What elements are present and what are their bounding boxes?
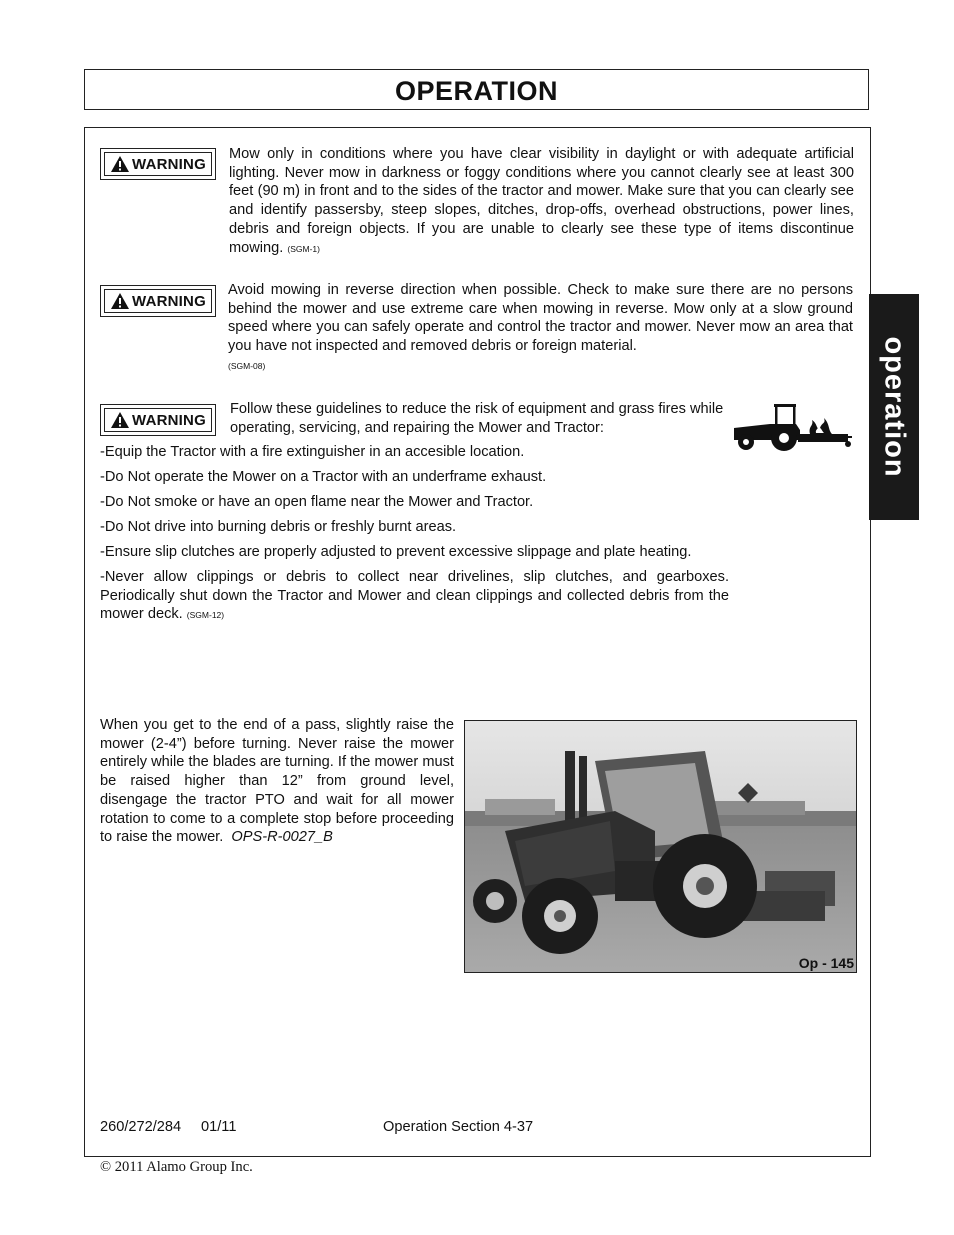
guideline-item: -Ensure slip clutches are properly adjusted to prevent excessive slippage and plate heating. xyxy=(100,544,692,560)
warning-label: WARNING xyxy=(132,155,206,173)
side-tab xyxy=(869,294,919,520)
guideline-item: -Do Not smoke or have an open flame near the Mower and Tractor. xyxy=(100,494,534,510)
warning-badge-1 xyxy=(100,148,216,180)
warning-code-1: (SGM-1) xyxy=(287,243,320,254)
footer-section: Operation Section 4-37 xyxy=(383,1119,534,1135)
guideline-item: -Do Not drive into burning debris or freshly burnt areas. xyxy=(100,519,457,535)
turning-instructions xyxy=(100,716,454,847)
warning-badge-2 xyxy=(100,285,216,317)
copyright: © 2011 Alamo Group Inc. xyxy=(100,1159,253,1175)
warning-text-3 xyxy=(230,400,725,437)
warning-label: WARNING xyxy=(132,411,206,429)
guideline-code: (SGM-12) xyxy=(186,610,225,621)
photo-label: Op - 145 xyxy=(798,955,854,971)
side-tab-label: operation xyxy=(878,336,911,478)
guideline-item-last xyxy=(100,568,729,625)
footer-model: 260/272/284 xyxy=(100,1119,182,1135)
warning-text-2-body: Avoid mowing in reverse direction when possible. Check to make sure there are no persons behind the mower and use extreme care when mowing in reverse. Mow only at a slow ground speed where you can safely operate and control the tractor and mower. Never mow an area that you have not inspected and removed debris or foreign material. xyxy=(228,282,853,355)
tractor-mower-image xyxy=(465,721,857,973)
warning-badge-3 xyxy=(100,404,216,436)
page-title: OPERATION xyxy=(394,76,558,106)
warning-text-2 xyxy=(228,281,853,376)
tractor-photo xyxy=(464,720,857,973)
warning-triangle-icon xyxy=(110,155,130,173)
guideline-last-body: -Never allow clippings or debris to collect near drivelines, slip clutches, and gearboxes. Periodically shut down the Tractor and Mower and clean clippings and collected debris from the mower deck. xyxy=(100,569,729,623)
warning-triangle-icon xyxy=(110,292,130,310)
warning-text-1 xyxy=(229,145,854,258)
footer-date: 01/11 xyxy=(201,1119,237,1135)
warning-text-3-body: Follow these guidelines to reduce the risk of equipment and grass fires while operating, servicing, and repairing the Mower and Tractor: xyxy=(230,401,724,436)
warning-triangle-icon xyxy=(110,411,130,429)
header-box xyxy=(84,69,869,110)
warning-code-2: (SGM-08) xyxy=(228,360,266,371)
guideline-item: -Equip the Tractor with a fire extinguisher in an accesible location. xyxy=(100,444,525,460)
tractor-fire-icon xyxy=(730,400,854,454)
guideline-item: -Do Not operate the Mower on a Tractor with an underframe exhaust. xyxy=(100,469,547,485)
warning-label: WARNING xyxy=(132,292,206,310)
warning-text-1-body: Mow only in conditions where you have clear visibility in daylight or with adequate artificial lighting. Never mow in darkness or foggy conditions where you cannot clearly see at least 300 feet (90 m) in front and to the sides of the tractor and mower. Make sure that you can clearly see and identify passersby, steep slopes, ditches, drop-offs, overhead obstructions, power lines, debris and foreign objects. If you are unable to clearly see these type of items discontinue mowing. xyxy=(229,146,854,256)
turning-text: When you get to the end of a pass, slightly raise the mower (2-4”) before turning. Never raise the mower entirely while the blades are turning. If the mower must be raised higher than 12” from ground level, disengage the tractor PTO and wait for all mower rotation to come to a complete stop before proceeding to raise the mower. xyxy=(100,717,454,846)
turning-ref: OPS-R-0027_B xyxy=(231,829,333,846)
